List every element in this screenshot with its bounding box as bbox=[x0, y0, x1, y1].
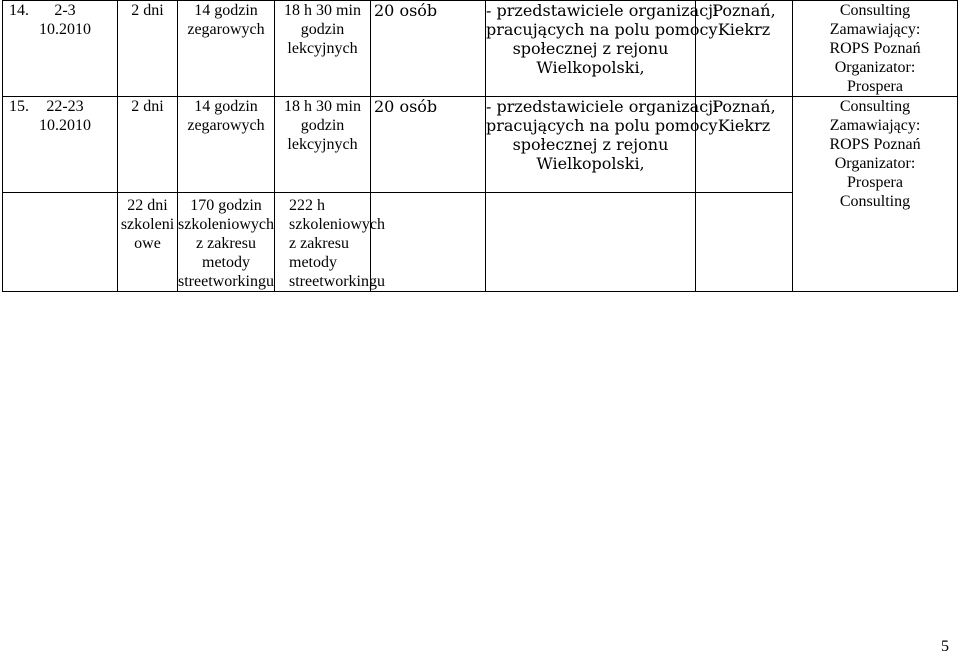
summary-lessons-line: z zakresu bbox=[289, 235, 349, 252]
participants-cell bbox=[371, 1, 486, 97]
table-row bbox=[3, 1, 958, 97]
date-line: 22-23 bbox=[46, 98, 84, 115]
organizer-line: ROPS Poznań bbox=[829, 136, 921, 153]
organizer-line: ROPS Poznań bbox=[829, 40, 921, 57]
summary-lessons-line: 222 h bbox=[289, 197, 325, 214]
target-line: Wielkopolski, bbox=[536, 58, 645, 77]
date-line: 10.2010 bbox=[39, 21, 91, 38]
organizer-line: Organizator: bbox=[834, 155, 916, 172]
summary-lessons-line: metody bbox=[289, 254, 337, 271]
place-line: Poznań, bbox=[712, 1, 776, 20]
participants-value: 20 osób bbox=[374, 1, 438, 20]
lessons-cell bbox=[275, 1, 371, 97]
summary-days-line: 22 dni bbox=[127, 197, 168, 214]
summary-empty-cell bbox=[696, 193, 793, 292]
organizer-cell bbox=[793, 1, 958, 97]
lessons-line: lekcyjnych bbox=[287, 136, 358, 153]
target-line: - przedstawiciele organizacji bbox=[486, 97, 719, 116]
lessons-line: godzin bbox=[300, 21, 345, 38]
hours-cell bbox=[178, 1, 275, 97]
organizer-line: Organizator: bbox=[834, 59, 916, 76]
summary-lessons-line: streetworkingu bbox=[289, 273, 385, 290]
table-row bbox=[3, 97, 958, 193]
organizer-cell bbox=[793, 97, 958, 292]
training-schedule-table bbox=[2, 0, 958, 292]
row-number-date-cell bbox=[3, 1, 118, 97]
row-number: 14. bbox=[9, 2, 29, 19]
summary-days-cell bbox=[118, 193, 178, 292]
summary-hours-line: szkoleniowych bbox=[178, 216, 274, 233]
organizer-line: Consulting bbox=[839, 98, 911, 115]
organizer-line: Consulting bbox=[839, 2, 911, 19]
lessons-line: lekcyjnych bbox=[287, 40, 358, 57]
target-line: społecznej z rejonu bbox=[512, 39, 669, 58]
hours-line: 14 godzin bbox=[194, 2, 258, 19]
place-line: Kiekrz bbox=[717, 20, 771, 39]
date-line: 2-3 bbox=[54, 2, 76, 19]
lessons-line: 18 h 30 min bbox=[284, 2, 361, 19]
summary-lessons-line: szkoleniowych bbox=[289, 216, 385, 233]
place-line: Poznań, bbox=[712, 97, 776, 116]
organizer-line: Prospera bbox=[847, 174, 903, 191]
summary-days-line: szkoleni bbox=[120, 216, 175, 233]
summary-days-line: owe bbox=[134, 235, 161, 252]
lessons-cell bbox=[275, 97, 371, 193]
target-group-cell bbox=[486, 1, 719, 97]
row-number: 15. bbox=[9, 98, 29, 115]
hours-cell bbox=[178, 97, 275, 193]
target-line: pracujących na polu pomocy bbox=[486, 20, 718, 39]
summary-lessons-cell bbox=[275, 193, 385, 292]
place-line: Kiekrz bbox=[717, 116, 771, 135]
lessons-line: godzin bbox=[300, 117, 345, 134]
target-line: - przedstawiciele organizacji bbox=[486, 1, 719, 20]
summary-empty-cell bbox=[371, 193, 486, 292]
target-line: społecznej z rejonu bbox=[512, 135, 669, 154]
target-line: Wielkopolski, bbox=[536, 154, 645, 173]
summary-hours-cell bbox=[178, 193, 275, 292]
summary-hours-line: metody bbox=[202, 254, 250, 271]
date-line: 10.2010 bbox=[39, 117, 91, 134]
hours-line: zegarowych bbox=[187, 117, 265, 134]
days-cell bbox=[118, 1, 178, 97]
target-group-cell bbox=[486, 97, 719, 193]
target-line: pracujących na polu pomocy bbox=[486, 116, 718, 135]
summary-empty-cell bbox=[3, 193, 118, 292]
hours-line: 14 godzin bbox=[194, 98, 258, 115]
participants-cell bbox=[371, 97, 486, 193]
summary-hours-line: streetworkingu bbox=[178, 273, 274, 290]
organizer-line: Zamawiający: bbox=[829, 117, 921, 134]
days-cell bbox=[118, 97, 178, 193]
hours-line: zegarowych bbox=[187, 21, 265, 38]
organizer-line: Consulting bbox=[839, 193, 911, 210]
organizer-line: Prospera bbox=[847, 78, 903, 95]
page-number: 5 bbox=[941, 638, 949, 655]
summary-hours-line: z zakresu bbox=[196, 235, 256, 252]
lessons-line: 18 h 30 min bbox=[284, 98, 361, 115]
participants-value: 20 osób bbox=[374, 97, 438, 116]
summary-empty-cell bbox=[486, 193, 696, 292]
days-value: 2 dni bbox=[131, 98, 164, 115]
summary-hours-line: 170 godzin bbox=[190, 197, 262, 214]
organizer-line: Zamawiający: bbox=[829, 21, 921, 38]
days-value: 2 dni bbox=[131, 2, 164, 19]
row-number-date-cell bbox=[3, 97, 118, 193]
